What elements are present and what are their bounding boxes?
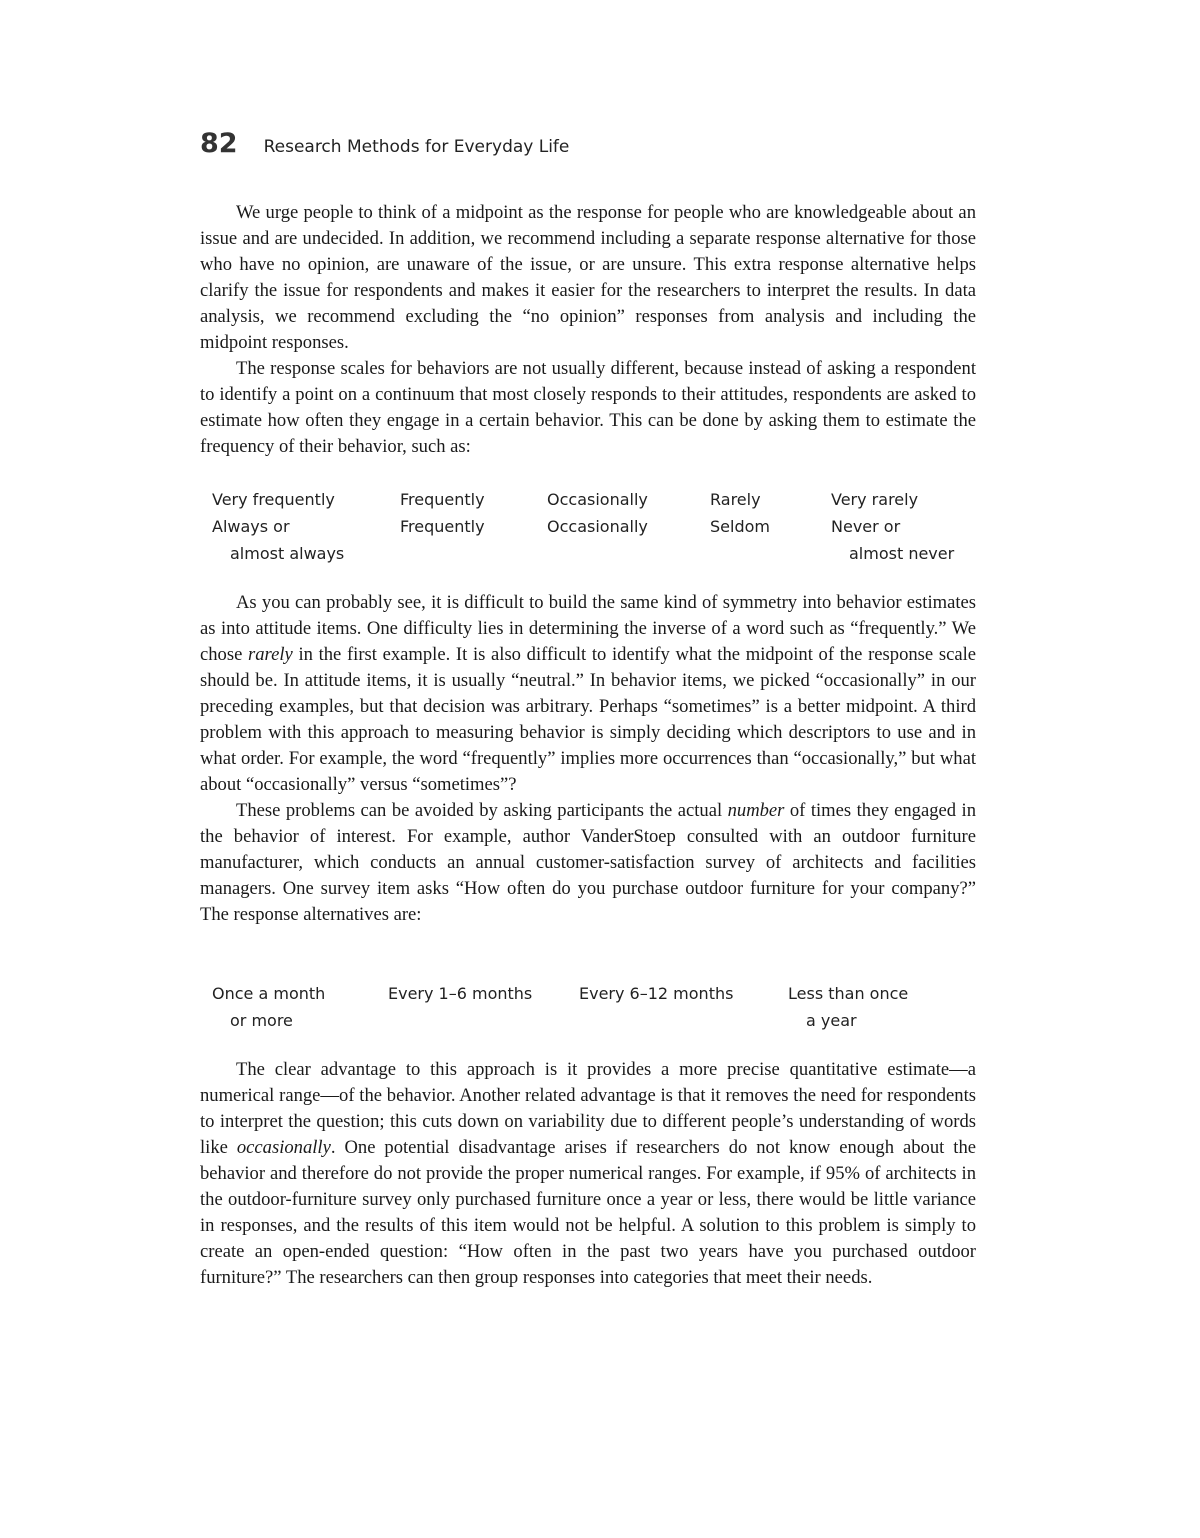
text-block-advantages [200,1057,976,1291]
scale-option: Seldom [710,517,770,536]
emphasis-rarely: rarely [248,644,293,665]
purchase-frequency-scale [212,980,972,1034]
running-title: Research Methods for Everyday Life [263,137,570,157]
scale-option: Never or [831,517,901,536]
paragraph-actual-number: These problems can be avoided by asking participants the actual number of times they engaged in the behavior of interest. For example, author VanderStoep consulted with an outdoor furniture manufacturer, which conducts an annual customer-satisfaction survey of architects and facilities managers. One survey item asks “How often do you purchase outdoor furniture for your company?” The response alternatives are: [200,800,976,925]
paragraph-behavior-scales: The response scales for behaviors are not usually different, because instead of asking a respondent to identify a point on a continuum that most closely responds to their attitudes, respondents are asked to estimate how often they engage in a certain behavior. This can be done by asking them to estimate the frequency of their behavior, such as: [200,358,976,457]
scale-option: Frequently [400,517,485,536]
scale-option: Very frequently [212,490,335,509]
scale-option: Very rarely [831,490,919,509]
paragraph-symmetry: As you can probably see, it is difficult to build the same kind of symmetry into behavior estimates as into attitude items. One difficulty lies in determining the inverse of a word such as “frequently.” We chose rarely in the first example. It is also difficult to identify what the midpoint of the response scale should be. In attitude items, it is usually “neutral.” In behavior items, we picked “occasionally” in our preceding examples, but that decision was arbitrary. Perhaps “sometimes” is a better midpoint. A third problem with this approach to measuring behavior is simply deciding which descriptors to use and in what order. For example, the word “frequently” implies more occurrences than “occasionally,” but what about “occasionally” versus “sometimes”? [200,592,977,795]
scale-option: Rarely [710,490,761,509]
frequency-scale-example [212,486,972,567]
text-block-intro [200,200,976,460]
text-block-symmetry [200,590,976,928]
scale-option: Occasionally [547,517,648,536]
page-header [200,128,569,168]
paragraph-advantages: The clear advantage to this approach is it provides a more precise quantitative estimate—a numerical range—of the behavior. Another related advantage is that it removes the need for respondents to interpret the question; this cuts down on variability due to different people’s understanding of words like occasionally. One potential disadvantage arises if researchers do not know enough about the behavior and therefore do not provide the proper numerical ranges. For example, if 95% of architects in the outdoor-furniture survey only purchased furniture once a year or less, there would be little variance in responses, and the results of this item would not be helpful. A solution to this problem is simply to create an open-ended question: “How often in the past two years have you purchased outdoor furniture?” The researchers can then group responses into categories that meet their needs. [200,1059,976,1288]
scale-option: Every 1–6 months [388,984,533,1003]
scale-option: Once a month [212,984,326,1003]
scale-option-continuation: a year [806,1011,857,1030]
page-number: 82 [200,128,238,159]
paragraph-midpoint: We urge people to think of a midpoint as the response for people who are knowledgeable about an issue and are undecided. In addition, we recommend including a separate response alternative for those who have no opinion, are unaware of the issue, or are unsure. This extra response alternative helps clarify the issue for respondents and makes it easier for the researchers to interpret the results. In data analysis, we recommend excluding the “no opinion” responses from analysis and including the midpoint responses. [200,202,976,353]
scale-option: Frequently [400,490,485,509]
emphasis-number: number [727,800,785,821]
scale-option: Less than once [788,984,909,1003]
scale-option: Always or [212,517,290,536]
scale-option-continuation: or more [230,1011,293,1030]
scale-option-continuation: almost always [230,544,345,563]
scale-option: Occasionally [547,490,648,509]
scale-option-continuation: almost never [849,544,955,563]
scale-option: Every 6–12 months [579,984,734,1003]
emphasis-occasionally: occasionally [236,1137,331,1158]
